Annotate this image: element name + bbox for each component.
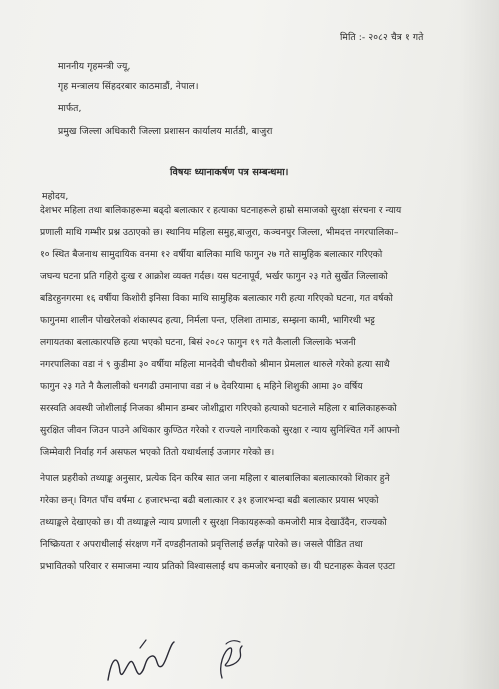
letter-subject: विषयः ध्यानाकर्षण पत्र सम्बन्धमा। — [170, 167, 289, 178]
body-line: जिम्मेवारी निर्वाह गर्न असफल भएको तितो यथार्थलाई उजागर गरेको छ। — [40, 447, 275, 458]
body-line: गरेका छन्। विगत पाँच वर्षमा ८ हजारभन्दा बढी बलात्कार र ३१ हजारभन्दा बढी बलात्कार प्रयास भएको — [40, 495, 379, 506]
body-line: १० स्थित बैजनाथ सामुदायिक वनमा १२ वर्षीया बालिका माथि फागुन २७ गते सामुहिक बलात्कार गरिएको — [40, 249, 383, 260]
body-line: फागुनमा शालीन पोखरेलको शंकास्पद हत्या, निर्मला पन्त, एलिशा तामाङ, सम्झना कामी, भागिरथी भट्ट — [40, 315, 375, 326]
letter-date: मिति :- २०८२ चैत्र १ गते — [340, 32, 424, 43]
body-line: तथ्याङ्कले देखाएको छ। यी तथ्याङ्कले न्याय प्रणाली र सुरक्षा निकायहरूको कमजोरी मात्र देखाउँदैन, राज्यको — [40, 517, 387, 528]
body-line: देशभर महिला तथा बालिकाहरूमा बढ्दो बलात्कार र हत्याका घटनाहरूले हाम्रो समाजको सुरक्षा संरचना र न्याय — [40, 205, 402, 216]
body-line: निष्क्रियता र अपराधीलाई संरक्षण गर्ने दण्डहीनताको प्रवृत्तिलाई छर्लङ्ग पारेको छ। जसले पीडित तथा — [40, 539, 363, 550]
recipient-line-1: माननीय गृहमन्त्री ज्यू, — [58, 61, 131, 72]
body-line: प्रणाली माथि गम्भीर प्रश्न उठाएको छ। स्थानिय महिला समुह,बाजुरा, कञ्चनपुर जिल्ला, भीमदत्त नगरपालिका– — [40, 227, 399, 238]
body-line: नेपाल प्रहरीको तथ्याङ्क अनुसार, प्रत्येक दिन करिब सात जना महिला र बालबालिका बलात्कारको शिकार हुने — [40, 473, 390, 484]
body-line: बडिरहुनगरमा १६ वर्षीया किशोरी इनिसा विका माथि सामुहिक बलात्कार गरी हत्या गरिएको घटना, गत वर्षको — [40, 293, 393, 304]
handwritten-signatures — [100, 636, 260, 686]
body-line: सरस्वति अवस्थी जोशीलाई निजका श्रीमान डम्बर जोशीद्वारा गरिएको हत्याको घटनाले महिला र बालिकाहरूको — [40, 403, 397, 414]
recipient-line-2: गृह मन्त्रालय सिंहदरबार काठमाडौं, नेपाल। — [58, 81, 199, 92]
salutation: महोदय, — [42, 191, 69, 202]
body-line: फागुन २३ गते नै कैलालीको धनगढी उमानापा वडा नं ७ देवरियामा ६ महिने शिशुकी आमा ३० वर्षिय — [40, 381, 363, 392]
body-line: लगायतका बलात्कारपछि हत्या भएको घटना, बिसं २०८२ फागुन १९ गते कैलाली जिल्लाके भजनी — [40, 337, 356, 348]
page-shadow — [459, 0, 499, 689]
body-line: सुरक्षित जीवन जिउन पाउने अधिकार कुण्ठित गरेको र राज्यले नागरिकको सुरक्षा र न्याय सुनिश्चित गर्ने आफ्नो — [40, 425, 400, 436]
recipient-via: मार्फत, — [58, 103, 82, 114]
recipient-line-3: प्रमुख जिल्ला अधिकारी जिल्ला प्रशासन कार्यालय मार्तडी, बाजुरा — [58, 126, 273, 137]
body-line: नगरपालिका वडा नं ९ कुडीमा ३० वर्षीया महिला मानदेवी चौधरीको श्रीमान प्रेमलाल थारुले गरेको हत्या साथै — [40, 359, 390, 370]
body-line: जघन्य घटना प्रति गहिरो दुःख र आक्रोश व्यक्त गर्दछ। यस घटनापूर्व, भर्खर फागुन २३ गते सुर्खेत जिल्लाको — [40, 271, 388, 282]
body-line: प्रभावितको परिवार र समाजमा न्याय प्रतिको विश्वासलाई थप कमजोर बनाएको छ। यी घटनाहरू केवल एउटा — [40, 561, 396, 572]
